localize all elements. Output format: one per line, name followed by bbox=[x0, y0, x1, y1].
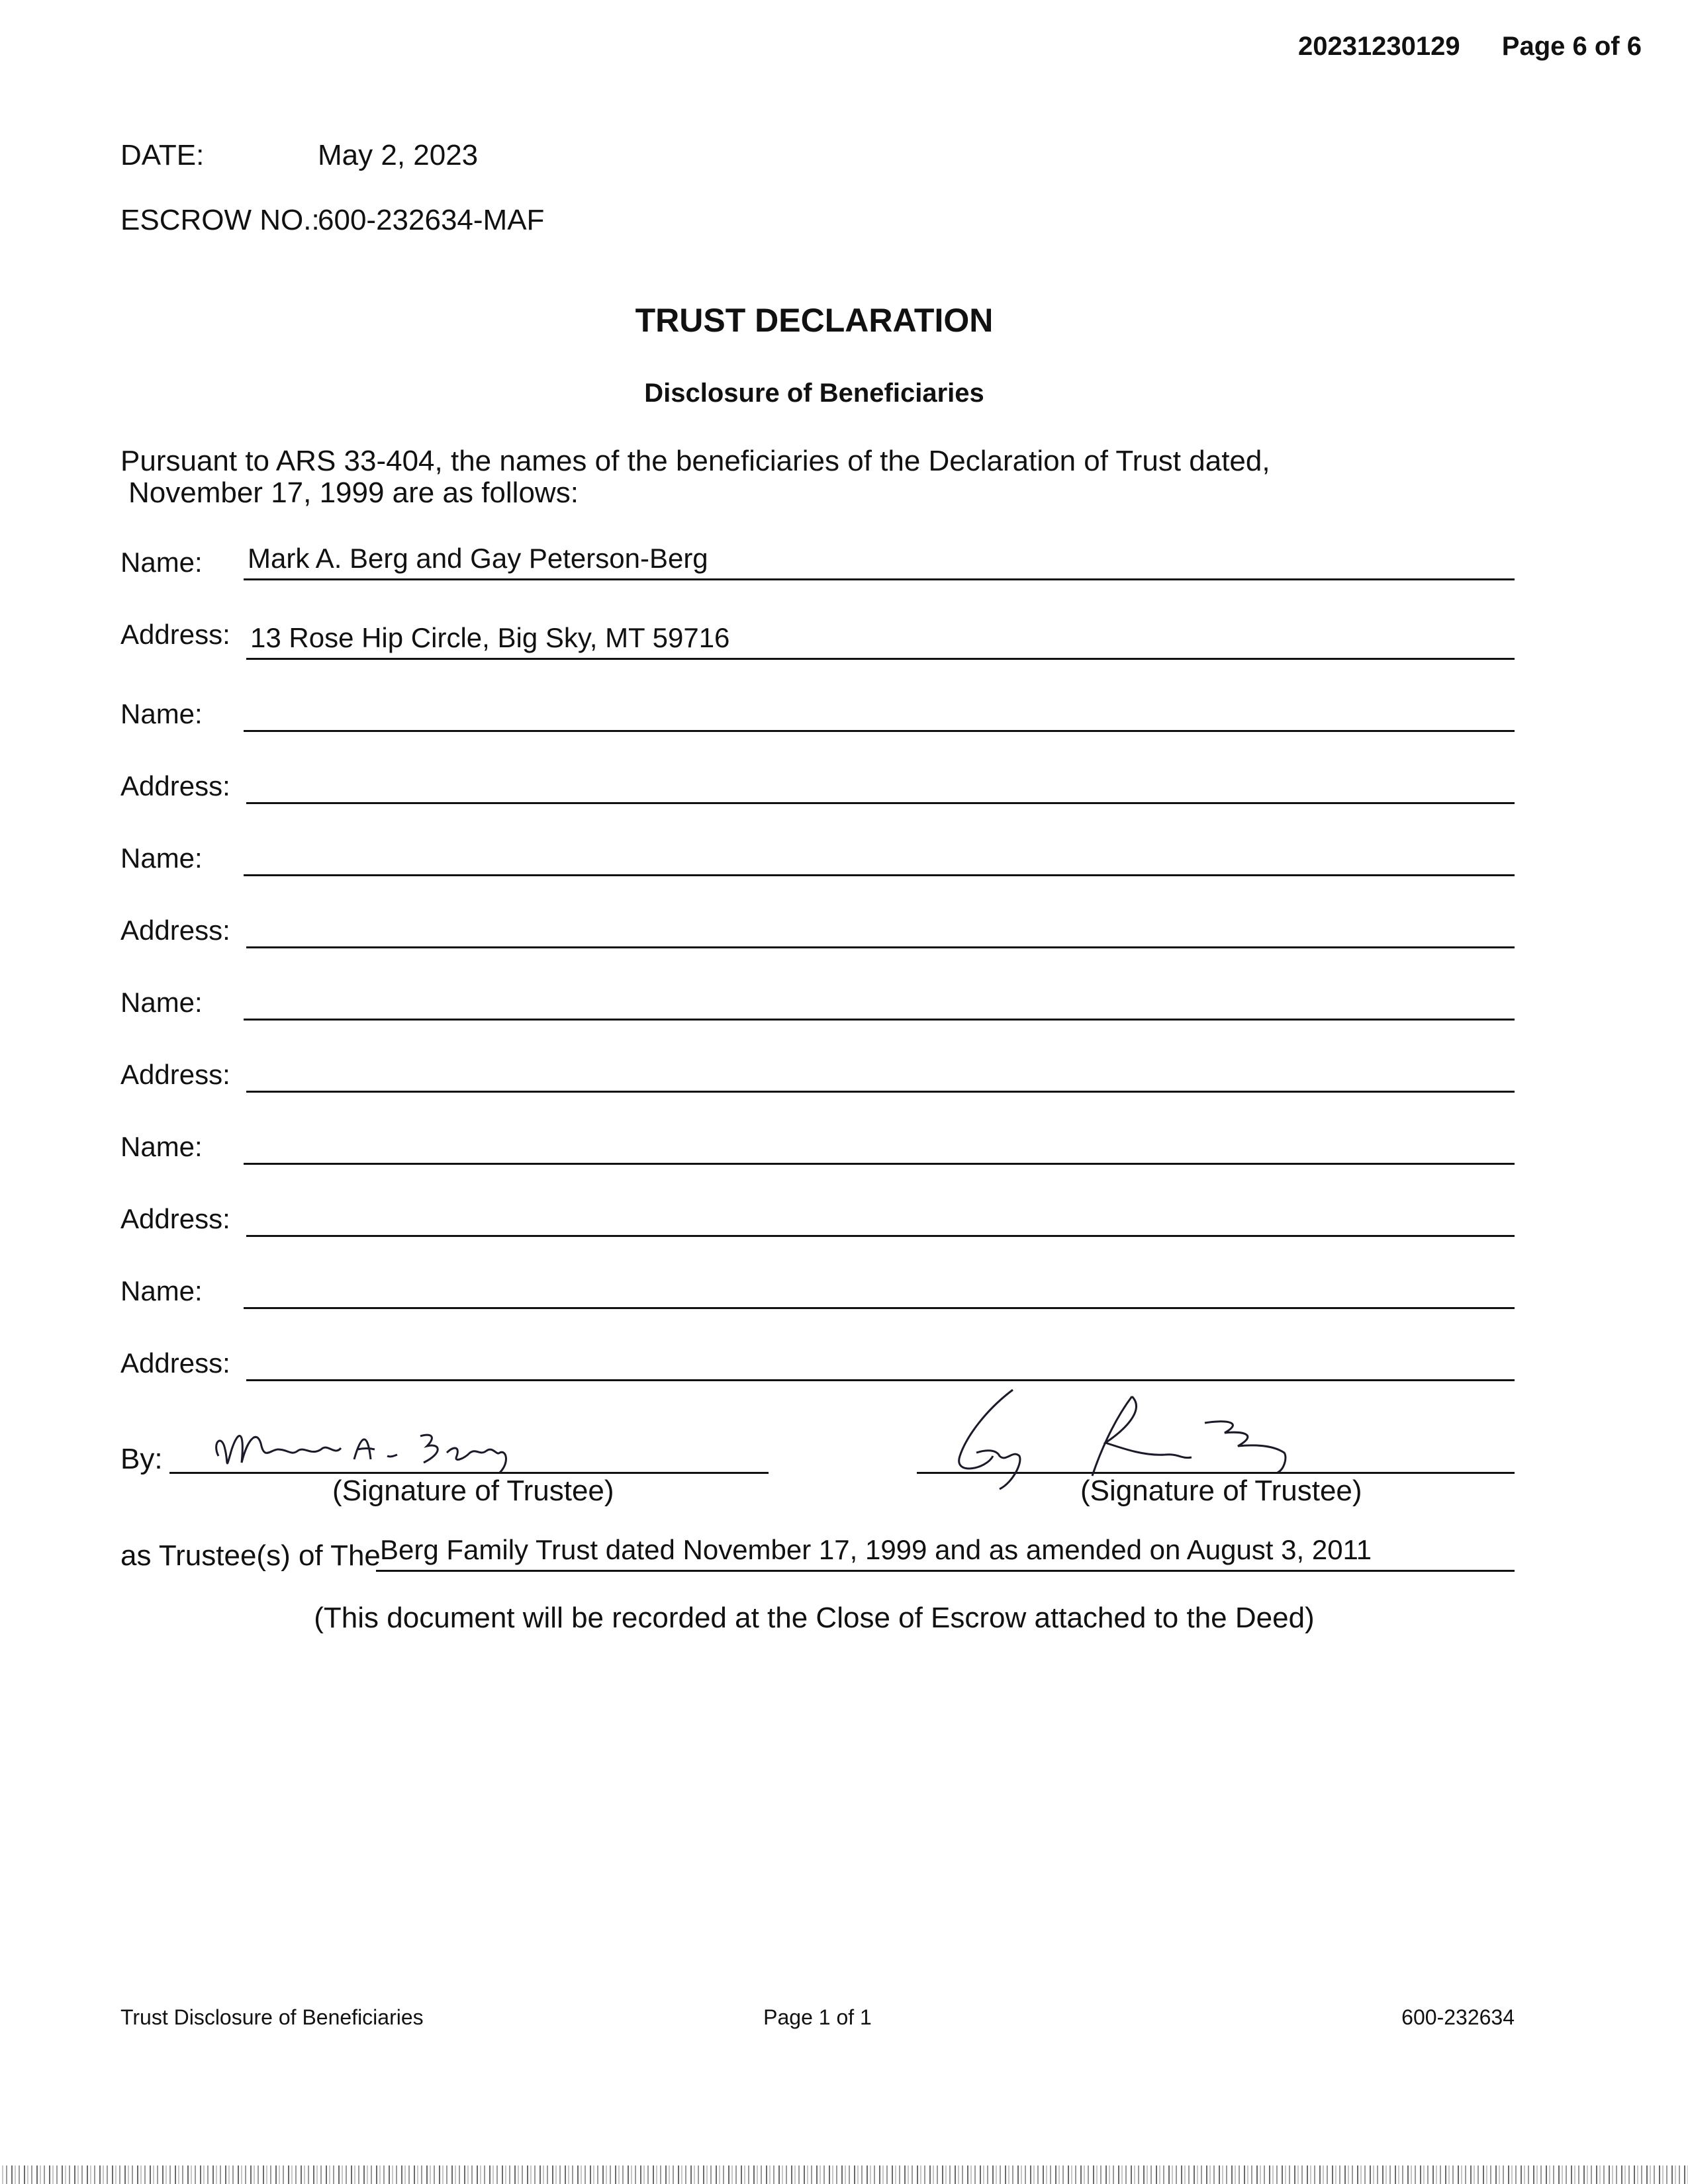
name-field[interactable] bbox=[244, 1126, 1515, 1165]
name-field[interactable] bbox=[244, 1270, 1515, 1309]
intro-line-1: Pursuant to ARS 33-404, the names of the beneficiaries of the Declaration of Trust dated, bbox=[120, 445, 1270, 477]
scan-barcode-strip bbox=[0, 2165, 1688, 2184]
field-label: Name: bbox=[120, 842, 203, 874]
name-field[interactable] bbox=[244, 837, 1515, 876]
field-label: Name: bbox=[120, 698, 203, 729]
recording-header bbox=[1298, 32, 1642, 62]
field-label: Address: bbox=[120, 1347, 230, 1379]
address-field[interactable] bbox=[246, 1198, 1515, 1237]
escrow-label: ESCROW NO.: bbox=[120, 204, 320, 236]
trust-name-field[interactable] bbox=[376, 1533, 1515, 1572]
field-label: Name: bbox=[120, 987, 203, 1018]
by-label: By: bbox=[120, 1443, 163, 1475]
field-label: Address: bbox=[120, 770, 230, 801]
address-field[interactable] bbox=[246, 765, 1515, 804]
trustee-label: as Trustee(s) of The bbox=[120, 1539, 381, 1572]
name-field[interactable] bbox=[244, 981, 1515, 1021]
address-field[interactable] bbox=[246, 909, 1515, 948]
footer-title: Trust Disclosure of Beneficiaries bbox=[120, 2005, 424, 2029]
page-subtitle: Disclosure of Beneficiaries bbox=[644, 379, 984, 408]
date-label: DATE: bbox=[120, 139, 205, 171]
address-field[interactable] bbox=[246, 1054, 1515, 1093]
field-label: Address: bbox=[120, 915, 230, 946]
footer-page-number: Page 1 of 1 bbox=[763, 2005, 872, 2029]
intro-line-2: November 17, 1999 are as follows: bbox=[128, 477, 579, 509]
field-label: Address: bbox=[120, 619, 230, 650]
field-label: Name: bbox=[120, 547, 203, 578]
address-field[interactable] bbox=[246, 621, 1515, 660]
recording-page: Page 6 of 6 bbox=[1501, 32, 1642, 61]
escrow-value: 600-232634-MAF bbox=[318, 204, 545, 236]
left-signature-caption: (Signature of Trustee) bbox=[332, 1475, 614, 1507]
field-label: Name: bbox=[120, 1275, 203, 1306]
name-field[interactable] bbox=[244, 693, 1515, 732]
date-value: May 2, 2023 bbox=[318, 139, 479, 171]
address-field[interactable] bbox=[246, 1342, 1515, 1381]
name-field[interactable] bbox=[244, 541, 1515, 580]
page-title: TRUST DECLARATION bbox=[635, 302, 994, 339]
footer-escrow-number: 600-232634 bbox=[1401, 2005, 1515, 2029]
field-label: Name: bbox=[120, 1131, 203, 1162]
field-label: Address: bbox=[120, 1059, 230, 1090]
trust-name-value: Berg Family Trust dated November 17, 1999 and as amended on August 3, 2011 bbox=[380, 1534, 1372, 1565]
field-value: 13 Rose Hip Circle, Big Sky, MT 59716 bbox=[250, 622, 730, 653]
field-label: Address: bbox=[120, 1203, 230, 1234]
recording-note: (This document will be recorded at the Close of Escrow attached to the Deed) bbox=[314, 1602, 1315, 1634]
field-value: Mark A. Berg and Gay Peterson-Berg bbox=[248, 543, 708, 574]
recording-number: 20231230129 bbox=[1297, 32, 1460, 61]
right-signature-caption: (Signature of Trustee) bbox=[1080, 1475, 1362, 1507]
